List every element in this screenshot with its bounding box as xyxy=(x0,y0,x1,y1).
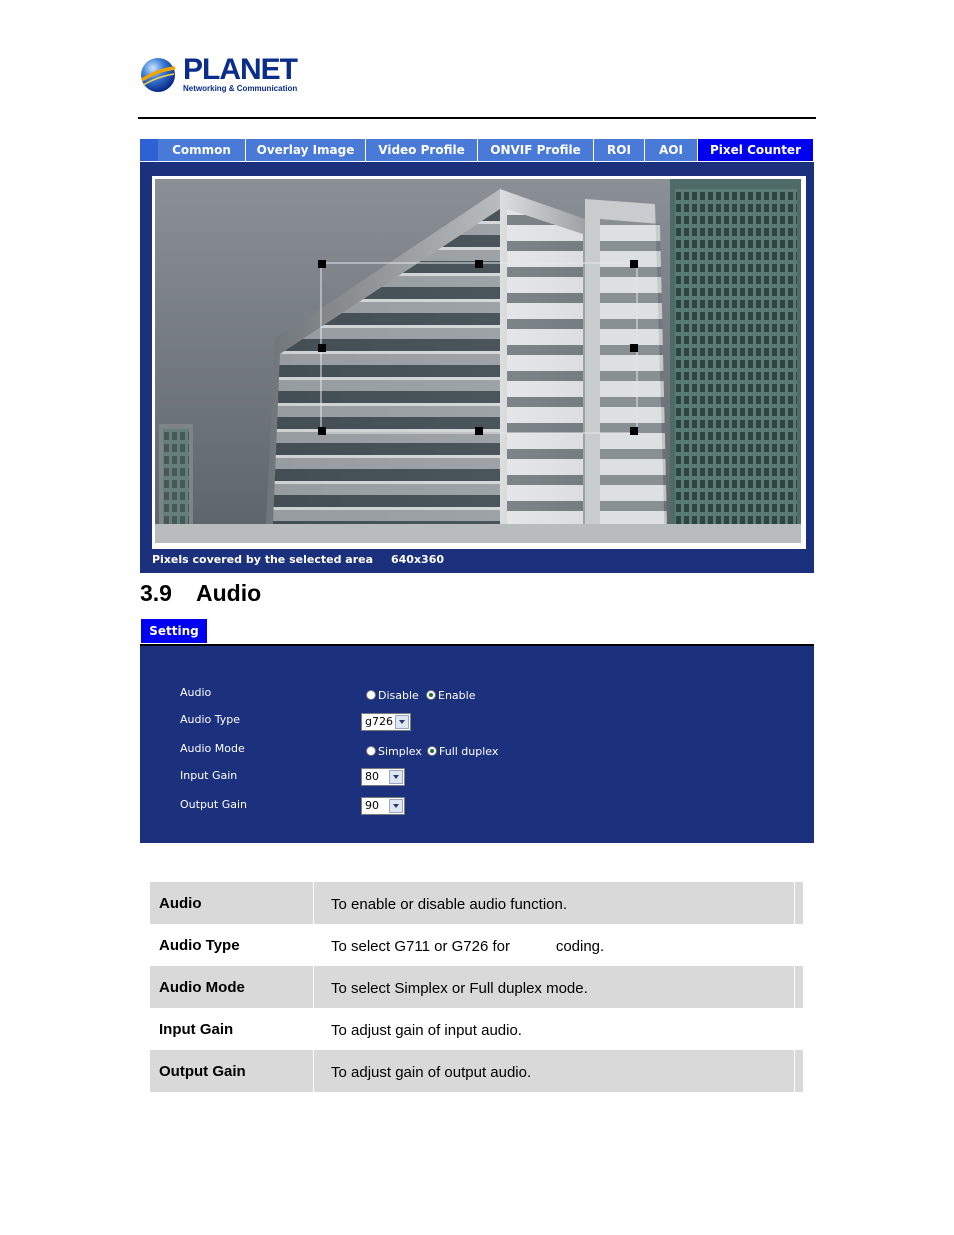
chevron-down-icon xyxy=(395,715,409,729)
header-rule xyxy=(138,117,816,119)
pixel-count-value: 640x360 xyxy=(391,553,445,566)
audio-settings-panel xyxy=(140,646,814,843)
section-heading xyxy=(140,580,261,607)
chevron-down-icon xyxy=(389,799,403,813)
audio-label: Audio xyxy=(180,686,212,699)
table-value: To select Simplex or Full duplex mode. xyxy=(331,980,588,997)
tab-overlay-image[interactable]: Overlay Image xyxy=(246,139,366,161)
table-row xyxy=(150,1050,803,1092)
logo-wordmark: PLANET xyxy=(183,53,297,86)
radio-on-icon xyxy=(426,690,436,700)
table-row xyxy=(150,966,803,1008)
audio-type-label: Audio Type xyxy=(180,713,241,726)
audio-mode-full-duplex-radio[interactable]: Full duplex xyxy=(427,745,498,759)
table-value: To adjust gain of output audio. xyxy=(331,1064,532,1081)
output-gain-select[interactable]: 90 xyxy=(361,797,405,815)
audio-enable-radio[interactable]: Enable xyxy=(426,689,475,703)
camera-preview-image xyxy=(155,179,801,543)
table-key: Input Gain xyxy=(159,1021,234,1038)
output-gain-label: Output Gain xyxy=(180,798,247,811)
section-number: 3.9 xyxy=(140,580,172,606)
pixel-counter-panel xyxy=(140,163,814,573)
table-value: To adjust gain of input audio. xyxy=(331,1022,522,1039)
table-key: Output Gain xyxy=(159,1063,246,1080)
tab-bar xyxy=(140,138,814,163)
logo-tagline: Networking & Communication xyxy=(183,84,298,93)
audio-description-table xyxy=(150,882,803,1092)
tab-setting[interactable]: Setting xyxy=(141,619,207,643)
tab-aoi[interactable]: AOI xyxy=(645,139,698,161)
pixel-count-caption xyxy=(152,553,444,566)
tab-onvif-profile[interactable]: ONVIF Profile xyxy=(478,139,594,161)
tab-common[interactable]: Common xyxy=(158,139,246,161)
audio-disable-radio[interactable]: Disable xyxy=(366,689,419,703)
table-row xyxy=(150,924,803,966)
table-key: Audio xyxy=(159,895,202,912)
audio-mode-simplex-radio[interactable]: Simplex xyxy=(366,745,422,759)
table-key: Audio Type xyxy=(159,937,240,954)
globe-icon xyxy=(139,56,177,94)
audio-mode-label: Audio Mode xyxy=(180,742,245,755)
tab-roi[interactable]: ROI xyxy=(594,139,645,161)
table-row xyxy=(150,882,803,924)
table-row xyxy=(150,1008,803,1050)
section-title: Audio xyxy=(196,580,262,606)
audio-type-select[interactable]: g726 xyxy=(361,713,411,731)
radio-off-icon xyxy=(366,690,376,700)
planet-logo xyxy=(139,54,299,98)
table-key: Audio Mode xyxy=(159,979,245,996)
tab-video-profile[interactable]: Video Profile xyxy=(366,139,478,161)
input-gain-select[interactable]: 80 xyxy=(361,768,405,786)
radio-off-icon xyxy=(366,746,376,756)
chevron-down-icon xyxy=(389,770,403,784)
tab-pixel-counter[interactable]: Pixel Counter xyxy=(698,139,814,161)
table-value: To enable or disable audio function. xyxy=(331,896,568,913)
table-value: To select G711 or G726 for coding. xyxy=(331,938,605,955)
video-frame xyxy=(152,176,806,549)
radio-on-icon xyxy=(427,746,437,756)
tab-bar-lead xyxy=(140,139,158,161)
input-gain-label: Input Gain xyxy=(180,769,238,782)
pixel-count-label: Pixels covered by the selected area xyxy=(152,553,373,566)
